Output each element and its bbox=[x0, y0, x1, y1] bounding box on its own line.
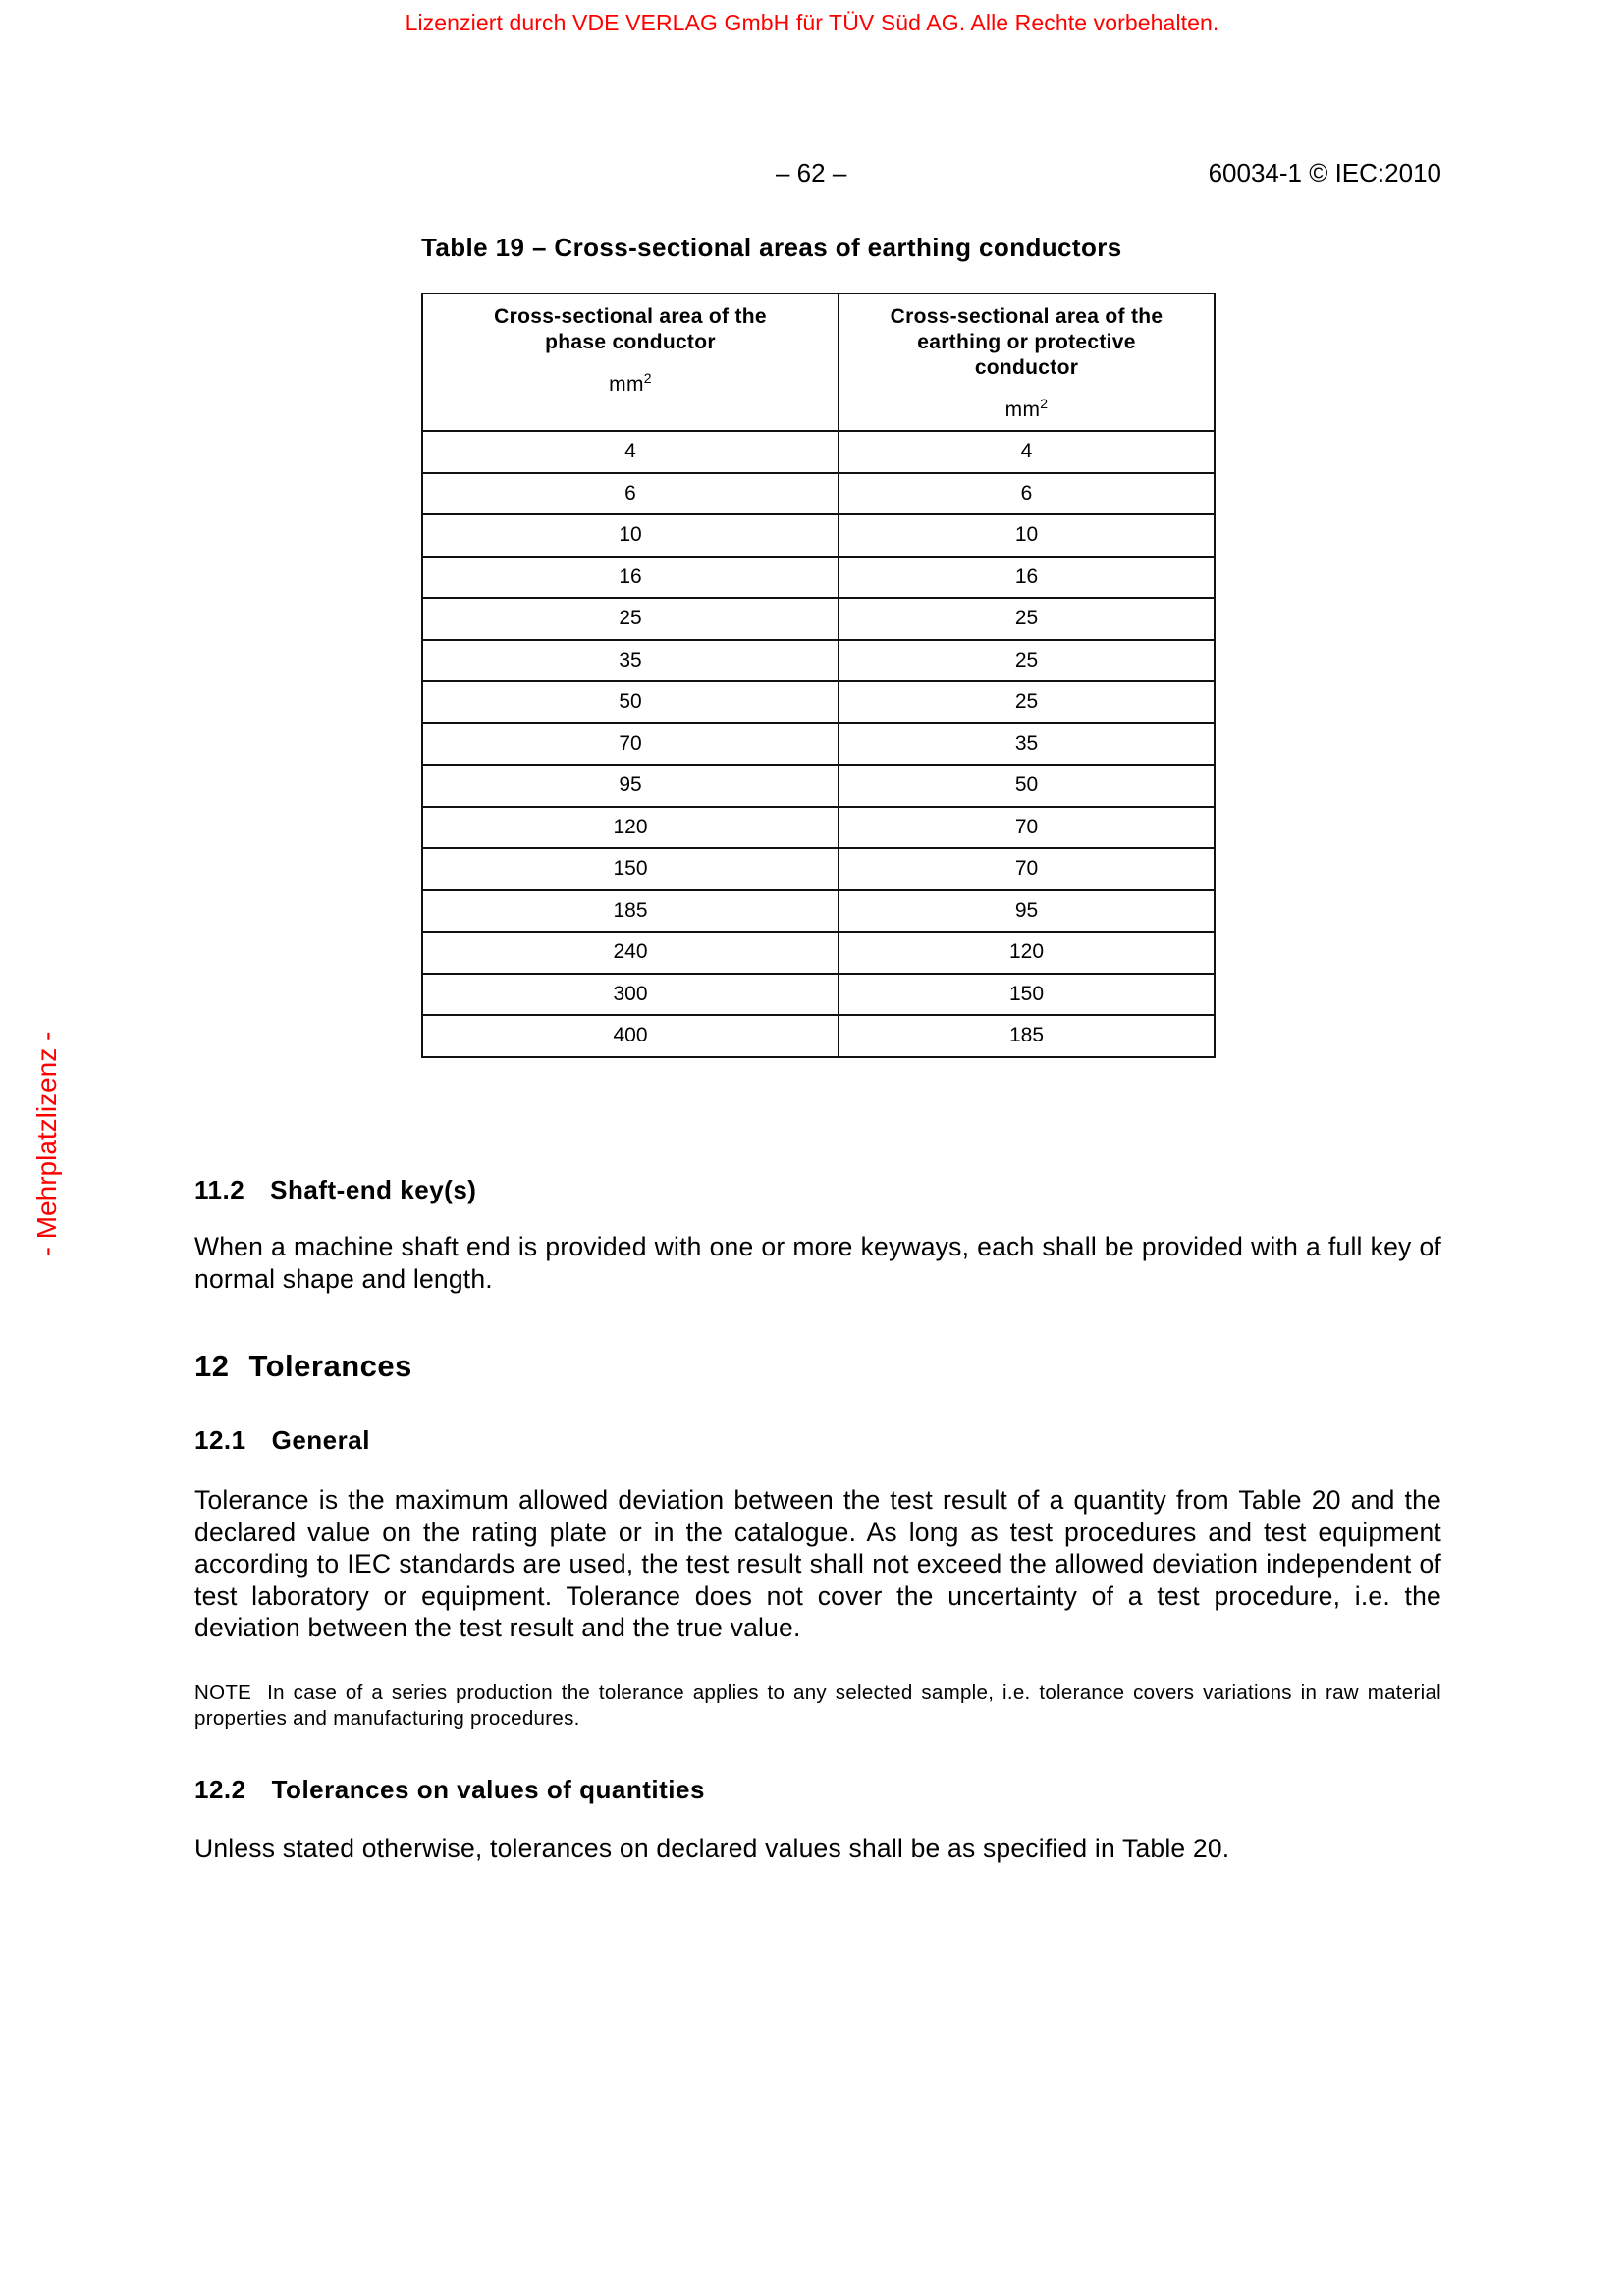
section-12-2-heading bbox=[194, 1775, 705, 1805]
table-row bbox=[422, 640, 1215, 682]
table-row bbox=[422, 890, 1215, 933]
earthing-conductor-area-cell: 16 bbox=[839, 557, 1215, 599]
table-row bbox=[422, 765, 1215, 807]
phase-conductor-area-cell: 70 bbox=[422, 723, 839, 766]
table-row bbox=[422, 932, 1215, 974]
earthing-conductor-area-cell: 95 bbox=[839, 890, 1215, 933]
earthing-conductor-area-cell: 185 bbox=[839, 1015, 1215, 1057]
earthing-conductor-table bbox=[421, 293, 1216, 1058]
section-number: 12.1 bbox=[194, 1425, 246, 1455]
phase-conductor-area-cell: 400 bbox=[422, 1015, 839, 1057]
phase-conductor-area-cell: 25 bbox=[422, 598, 839, 640]
phase-conductor-area-cell: 300 bbox=[422, 974, 839, 1016]
table-row bbox=[422, 431, 1215, 473]
section-title: General bbox=[271, 1425, 370, 1455]
phase-conductor-area-cell: 150 bbox=[422, 848, 839, 890]
column-unit: $mm^2$ bbox=[1004, 396, 1049, 421]
table-row bbox=[422, 723, 1215, 766]
earthing-conductor-area-cell: 6 bbox=[839, 473, 1215, 515]
phase-conductor-area-cell: 6 bbox=[422, 473, 839, 515]
section-number: 11.2 bbox=[194, 1175, 245, 1204]
table-row bbox=[422, 514, 1215, 557]
earthing-conductor-area-cell: 120 bbox=[839, 932, 1215, 974]
table-row bbox=[422, 598, 1215, 640]
phase-conductor-area-cell: 95 bbox=[422, 765, 839, 807]
section-number: 12 bbox=[194, 1349, 230, 1383]
phase-conductor-area-cell: 10 bbox=[422, 514, 839, 557]
earthing-conductor-area-cell: 70 bbox=[839, 848, 1215, 890]
note-text: In case of a series production the tolerance applies to any selected sample, i.e. tolerance covers variations in raw material properties and manufacturing procedures. bbox=[194, 1682, 1441, 1730]
column-unit: $mm^2$ bbox=[609, 370, 652, 396]
phase-conductor-area-cell: 35 bbox=[422, 640, 839, 682]
earthing-conductor-area-cell: 25 bbox=[839, 640, 1215, 682]
multi-user-license-mark: - Mehrplatzlizenz - bbox=[31, 1031, 62, 1256]
document-reference: 60034-1 © IEC:2010 bbox=[1208, 158, 1441, 187]
table-row bbox=[422, 681, 1215, 723]
license-watermark: Lizenziert durch VDE VERLAG GmbH für TÜV Süd AG. Alle Rechte vorbehalten. bbox=[405, 10, 1219, 35]
section-12-1-text: Tolerance is the maximum allowed deviation between the test result of a quantity from Table 20 and the declared value on the rating plate or in the catalogue. As long as test procedures and test equipment according to IEC standards are used, the test result shall not exceed the allowed deviation independent of test laboratory or equipment. Tolerance does not cover the uncertainty of a test procedure, i.e. the deviation between the test result and the true value. bbox=[194, 1485, 1441, 1642]
earthing-conductor-area-cell: 25 bbox=[839, 598, 1215, 640]
table-row bbox=[422, 974, 1215, 1016]
earthing-conductor-area-cell: 25 bbox=[839, 681, 1215, 723]
phase-conductor-area-cell: 4 bbox=[422, 431, 839, 473]
earthing-conductor-area-cell: 70 bbox=[839, 807, 1215, 849]
phase-conductor-area-cell: 120 bbox=[422, 807, 839, 849]
section-title: Tolerances bbox=[248, 1349, 412, 1383]
earthing-conductor-area-cell: 50 bbox=[839, 765, 1215, 807]
column-label: Cross-sectional area of the earthing or protective conductor bbox=[890, 305, 1164, 379]
column-label: Cross-sectional area of the phase conductor bbox=[494, 305, 767, 353]
note bbox=[194, 1681, 1441, 1732]
section-title: Tolerances on values of quantities bbox=[271, 1775, 705, 1804]
column-header-phase-conductor bbox=[422, 294, 839, 431]
section-12-heading bbox=[194, 1349, 412, 1384]
table-row bbox=[422, 848, 1215, 890]
table-title: Table 19 – Cross-sectional areas of earthing conductors bbox=[421, 233, 1122, 262]
earthing-conductor-area-cell: 10 bbox=[839, 514, 1215, 557]
earthing-conductor-area-cell: 35 bbox=[839, 723, 1215, 766]
section-12-1-heading bbox=[194, 1425, 370, 1456]
table-row bbox=[422, 557, 1215, 599]
page-number: – 62 – bbox=[776, 158, 847, 187]
table-header-row bbox=[422, 294, 1215, 431]
note-label: NOTE bbox=[194, 1682, 252, 1704]
table-row bbox=[422, 1015, 1215, 1057]
column-header-earthing-conductor bbox=[839, 294, 1215, 431]
section-number: 12.2 bbox=[194, 1775, 246, 1804]
section-11-2-heading bbox=[194, 1175, 476, 1205]
phase-conductor-area-cell: 240 bbox=[422, 932, 839, 974]
section-title: Shaft-end key(s) bbox=[270, 1175, 477, 1204]
earthing-conductor-area-cell: 150 bbox=[839, 974, 1215, 1016]
section-12-2-text: Unless stated otherwise, tolerances on declared values shall be as specified in Table 20. bbox=[194, 1834, 1230, 1863]
phase-conductor-area-cell: 185 bbox=[422, 890, 839, 933]
phase-conductor-area-cell: 50 bbox=[422, 681, 839, 723]
phase-conductor-area-cell: 16 bbox=[422, 557, 839, 599]
section-11-2-text: When a machine shaft end is provided with one or more keyways, each shall be provided with a full key of normal shape and length. bbox=[194, 1232, 1441, 1294]
table-row bbox=[422, 807, 1215, 849]
table-row bbox=[422, 473, 1215, 515]
earthing-conductor-area-cell: 4 bbox=[839, 431, 1215, 473]
